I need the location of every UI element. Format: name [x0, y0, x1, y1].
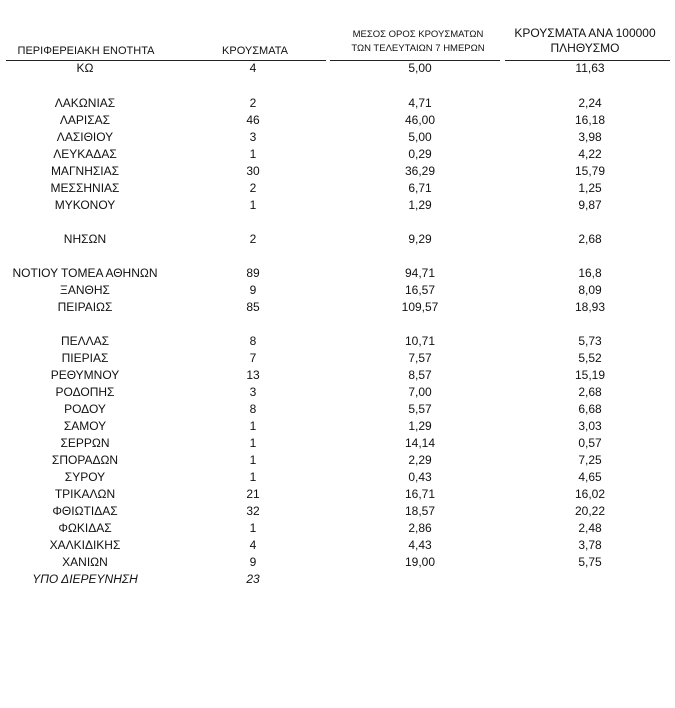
- region-cell: ΤΡΙΚΑΛΩΝ: [54, 487, 116, 501]
- table-row: [0, 299, 675, 316]
- region-cell: ΠΕΛΛΑΣ: [60, 334, 110, 348]
- region-cell: ΚΩ: [76, 61, 94, 75]
- table-row: [0, 112, 675, 129]
- region-cell: ΝΗΣΩΝ: [63, 232, 107, 246]
- table-row: [0, 537, 675, 554]
- table-row: [0, 163, 675, 180]
- cases-cell: 1: [249, 453, 257, 467]
- avg-cell: 5,00: [408, 61, 432, 75]
- cases-cell: 1: [249, 470, 257, 484]
- per100k-cell: 7,25: [578, 453, 602, 467]
- per100k-cell: 3,03: [578, 419, 602, 433]
- cases-cell: 3: [249, 130, 257, 144]
- table-row: [0, 197, 675, 214]
- cases-cell: 8: [249, 334, 257, 348]
- avg-cell: 7,57: [408, 351, 432, 365]
- per100k-cell: 5,73: [578, 334, 602, 348]
- avg-cell: 1,29: [408, 419, 432, 433]
- per100k-cell: 18,93: [574, 300, 606, 314]
- cases-cell: 1: [249, 147, 257, 161]
- table-row: [0, 520, 675, 537]
- avg-cell: 7,00: [408, 385, 432, 399]
- per100k-cell: 16,02: [574, 487, 606, 501]
- region-column-header: ΠΕΡΙΦΕΡΕΙΑΚΗ ΕΝΟΤΗΤΑ: [17, 45, 155, 57]
- region-cell: ΧΑΛΚΙΔΙΚΗΣ: [49, 538, 121, 552]
- region-cell: ΛΕΥΚΑΔΑΣ: [53, 147, 117, 161]
- cases-cell: 9: [249, 555, 257, 569]
- per100k-cell: 15,19: [574, 368, 606, 382]
- table-row: [0, 571, 675, 588]
- per100k-cell: 6,68: [578, 402, 602, 416]
- cases-cell: 32: [246, 504, 260, 518]
- table-row: [0, 231, 675, 248]
- avg-cell: 46,00: [404, 113, 436, 127]
- per100k-column-header: [500, 26, 670, 56]
- avg-cell: 16,71: [404, 487, 436, 501]
- table-row: [0, 452, 675, 469]
- region-cell: ΡΕΘΥΜΝΟΥ: [50, 368, 120, 382]
- per100k-cell: 4,22: [578, 147, 602, 161]
- region-cell: ΣΥΡΟΥ: [64, 470, 106, 484]
- region-cell: ΣΑΜΟΥ: [63, 419, 107, 433]
- per100k-cell: 3,98: [578, 130, 602, 144]
- cases-cell: 89: [246, 266, 260, 280]
- cases-cell: 21: [246, 487, 260, 501]
- table-row: [0, 401, 675, 418]
- region-cell: ΦΩΚΙΔΑΣ: [58, 521, 112, 535]
- per100k-cell: 2,24: [578, 96, 602, 110]
- region-cell: ΜΕΣΣΗΝΙΑΣ: [50, 181, 120, 195]
- cases-cell: 4: [249, 61, 257, 75]
- cases-cell: 30: [246, 164, 260, 178]
- avg-cell: 9,29: [408, 232, 432, 246]
- avg-cell: 0,29: [408, 147, 432, 161]
- table-row: [0, 469, 675, 486]
- avg-cell: 5,00: [408, 130, 432, 144]
- cases-cell: 8: [249, 402, 257, 416]
- table-row: [0, 435, 675, 452]
- table-row: [0, 282, 675, 299]
- per100k-cell: 5,52: [578, 351, 602, 365]
- per100k-header-line-1: ΚΡΟΥΣΜΑΤΑ ΑΝΑ 100000: [514, 26, 656, 40]
- region-cell: ΞΑΝΘΗΣ: [60, 283, 110, 297]
- cases-cell: 1: [249, 198, 257, 212]
- cases-cell: 2: [249, 232, 257, 246]
- cases-cell: 9: [249, 283, 257, 297]
- table-row: [0, 350, 675, 367]
- region-cell: ΛΑΡΙΣΑΣ: [59, 113, 111, 127]
- per100k-cell: 2,68: [578, 232, 602, 246]
- per100k-cell: 0,57: [578, 436, 602, 450]
- avg-cell: 0,43: [408, 470, 432, 484]
- cases-cell: 2: [249, 181, 257, 195]
- avg-cell: 2,86: [408, 521, 432, 535]
- table-row: [0, 129, 675, 146]
- region-cell: ΡΟΔΟΥ: [64, 402, 106, 416]
- cases-cell: 23: [246, 572, 260, 586]
- avg-cell: 109,57: [401, 300, 439, 314]
- avg-cell: 19,00: [404, 555, 436, 569]
- cases-cell: 3: [249, 385, 257, 399]
- per100k-cell: 16,8: [578, 266, 602, 280]
- avg-cell: 4,43: [408, 538, 432, 552]
- cases-cell: 46: [246, 113, 260, 127]
- table-row: [0, 95, 675, 112]
- cases-cell: 85: [246, 300, 260, 314]
- avg-cell: 8,57: [408, 368, 432, 382]
- avg-cell: 1,29: [408, 198, 432, 212]
- cases-cell: 4: [249, 538, 257, 552]
- per100k-cell: 1,25: [578, 181, 602, 195]
- cases-column-header: ΚΡΟΥΣΜΑΤΑ: [222, 45, 288, 57]
- avg-cell: 4,71: [408, 96, 432, 110]
- per100k-cell: 3,78: [578, 538, 602, 552]
- avg-cell: 94,71: [404, 266, 436, 280]
- avg-cell: 10,71: [404, 334, 436, 348]
- per100k-cell: 16,18: [574, 113, 606, 127]
- region-cell: ΧΑΝΙΩΝ: [62, 555, 108, 569]
- region-cell: ΣΕΡΡΩΝ: [60, 436, 110, 450]
- per100k-cell: 11,63: [575, 61, 605, 75]
- region-cell: ΠΕΙΡΑΙΩΣ: [57, 300, 113, 314]
- per100k-cell: 4,65: [578, 470, 602, 484]
- table-row: [0, 180, 675, 197]
- table-row: [0, 418, 675, 435]
- cases-cell: 2: [249, 96, 257, 110]
- region-cell: ΝΟΤΙΟΥ ΤΟΜΕΑ ΑΘΗΝΩΝ: [12, 266, 158, 280]
- avg-cell: 18,57: [404, 504, 436, 518]
- cases-cell: 13: [246, 368, 260, 382]
- per100k-cell: 20,22: [574, 504, 606, 518]
- per100k-cell: 5,75: [578, 555, 602, 569]
- cases-cell: 7: [249, 351, 257, 365]
- table-row: [0, 60, 675, 77]
- avg-column-header: [328, 28, 508, 56]
- avg-cell: 2,29: [408, 453, 432, 467]
- table-row: [0, 367, 675, 384]
- region-cell: ΛΑΣΙΘΙΟΥ: [56, 130, 114, 144]
- avg-header-line-1: ΜΕΣΟΣ ΟΡΟΣ ΚΡΟΥΣΜΑΤΩΝ: [352, 29, 484, 40]
- table-row: [0, 503, 675, 520]
- region-cell: ΡΟΔΟΠΗΣ: [55, 385, 115, 399]
- avg-cell: 5,57: [408, 402, 432, 416]
- per100k-cell: 8,09: [578, 283, 602, 297]
- per100k-cell: 9,87: [578, 198, 602, 212]
- per100k-cell: 2,68: [578, 385, 602, 399]
- cases-cell: 1: [249, 436, 257, 450]
- avg-header-line-2: ΤΩΝ ΤΕΛΕΥΤΑΙΩΝ 7 ΗΜΕΡΩΝ: [351, 43, 485, 54]
- table-row: [0, 146, 675, 163]
- table-row: [0, 384, 675, 401]
- region-cell: ΥΠΟ ΔΙΕΡΕΥΝΗΣΗ: [32, 572, 138, 586]
- table-row: [0, 265, 675, 282]
- table-row: [0, 554, 675, 571]
- region-cell: ΦΘΙΩΤΙΔΑΣ: [52, 504, 118, 518]
- avg-cell: 14,14: [404, 436, 436, 450]
- table-row: [0, 333, 675, 350]
- cases-cell: 1: [249, 419, 257, 433]
- region-cell: ΣΠΟΡΑΔΩΝ: [51, 453, 119, 467]
- region-cell: ΠΙΕΡΙΑΣ: [61, 351, 109, 365]
- per100k-header-line-2: ΠΛΗΘΥΣΜΟ: [550, 41, 620, 55]
- avg-cell: 36,29: [404, 164, 436, 178]
- region-cell: ΜΑΓΝΗΣΙΑΣ: [50, 164, 120, 178]
- avg-cell: 16,57: [404, 283, 436, 297]
- region-cell: ΛΑΚΩΝΙΑΣ: [54, 96, 116, 110]
- per100k-cell: 15,79: [574, 164, 606, 178]
- avg-cell: 6,71: [408, 181, 432, 195]
- per100k-cell: 2,48: [578, 521, 602, 535]
- cases-cell: 1: [249, 521, 257, 535]
- region-cell: ΜΥΚΟΝΟΥ: [54, 198, 116, 212]
- table-row: [0, 486, 675, 503]
